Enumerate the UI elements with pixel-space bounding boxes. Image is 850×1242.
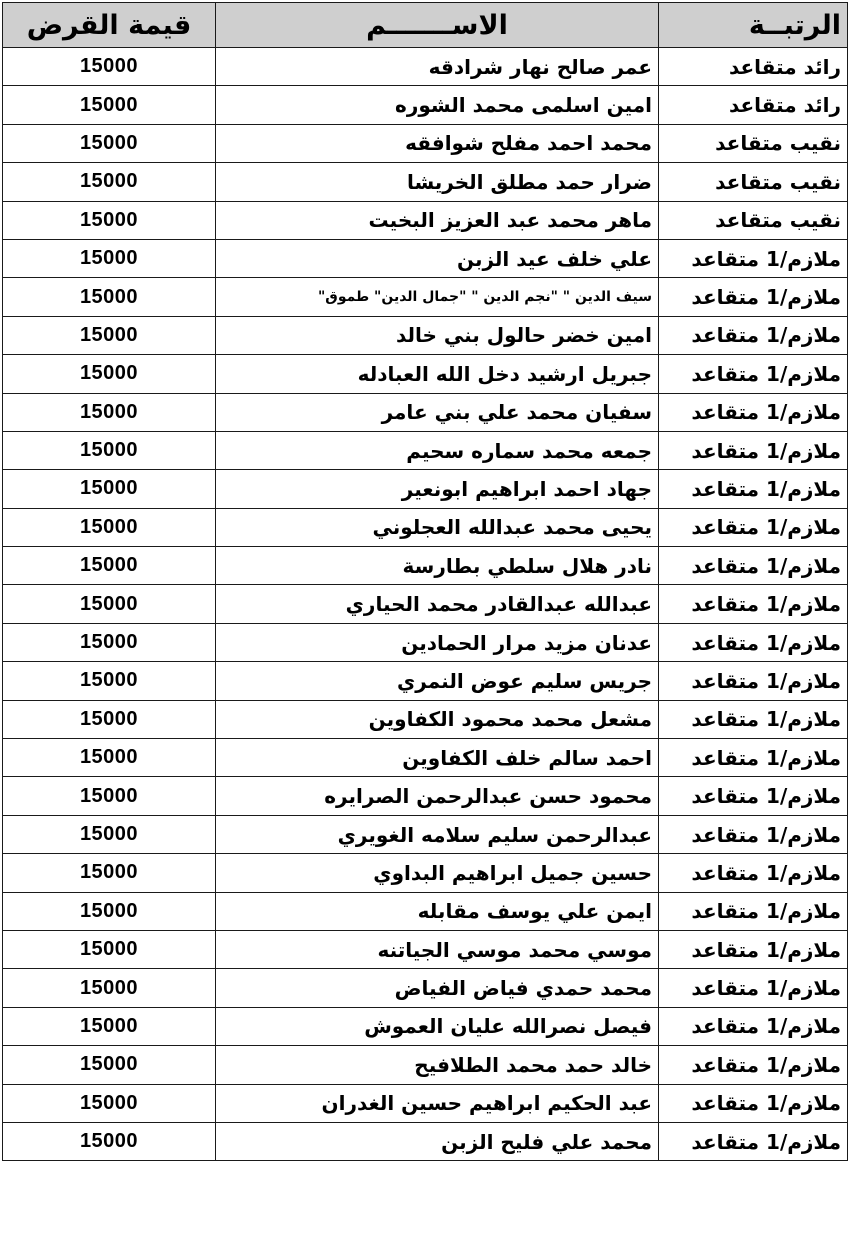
table-row: [3, 777, 848, 815]
table-row: [3, 815, 848, 853]
name-cell: امين خضر حالول بني خالد: [216, 316, 659, 354]
name-cell: عمر صالح نهار شرادقه: [216, 48, 659, 86]
table-row: [3, 662, 848, 700]
rank-cell: ملازم/1 متقاعد: [659, 623, 848, 661]
rank-cell: رائد متقاعد: [659, 48, 848, 86]
table-row: [3, 163, 848, 201]
name-cell: محمد علي فليح الزبن: [216, 1122, 659, 1160]
name-cell: عدنان مزيد مرار الحمادين: [216, 623, 659, 661]
rank-cell: ملازم/1 متقاعد: [659, 930, 848, 968]
name-cell: سفيان محمد علي بني عامر: [216, 393, 659, 431]
table-row: [3, 1007, 848, 1045]
name-cell: حسين جميل ابراهيم البداوي: [216, 854, 659, 892]
amount-cell: 15000: [3, 739, 216, 777]
name-cell: خالد حمد محمد الطلافيح: [216, 1046, 659, 1084]
rank-cell: نقيب متقاعد: [659, 163, 848, 201]
header-name: الاســـــــم: [216, 3, 659, 48]
amount-cell: 15000: [3, 662, 216, 700]
name-cell: جبريل ارشيد دخل الله العبادله: [216, 355, 659, 393]
rank-cell: نقيب متقاعد: [659, 201, 848, 239]
rank-cell: ملازم/1 متقاعد: [659, 547, 848, 585]
name-cell: علي خلف عيد الزبن: [216, 239, 659, 277]
table-row: [3, 278, 848, 316]
table-row: [3, 508, 848, 546]
amount-cell: 15000: [3, 1046, 216, 1084]
table-row: [3, 892, 848, 930]
table-row: [3, 585, 848, 623]
name-cell: موسي محمد موسي الجياتنه: [216, 930, 659, 968]
rank-cell: ملازم/1 متقاعد: [659, 1046, 848, 1084]
table-row: [3, 201, 848, 239]
rank-cell: ملازم/1 متقاعد: [659, 777, 848, 815]
amount-cell: 15000: [3, 623, 216, 661]
name-cell: جهاد احمد ابراهيم ابونعير: [216, 470, 659, 508]
table-row: [3, 393, 848, 431]
amount-cell: 15000: [3, 777, 216, 815]
amount-cell: 15000: [3, 316, 216, 354]
amount-cell: 15000: [3, 393, 216, 431]
table-row: [3, 124, 848, 162]
name-cell: احمد سالم خلف الكفاوين: [216, 739, 659, 777]
amount-cell: 15000: [3, 815, 216, 853]
amount-cell: 15000: [3, 355, 216, 393]
amount-cell: 15000: [3, 700, 216, 738]
table-row: [3, 470, 848, 508]
rank-cell: ملازم/1 متقاعد: [659, 662, 848, 700]
amount-cell: 15000: [3, 86, 216, 124]
amount-cell: 15000: [3, 854, 216, 892]
table-row: [3, 1084, 848, 1122]
table-row: [3, 739, 848, 777]
table-row: [3, 969, 848, 1007]
name-cell: نادر هلال سلطي بطارسة: [216, 547, 659, 585]
amount-cell: 15000: [3, 278, 216, 316]
amount-cell: 15000: [3, 470, 216, 508]
name-cell: عبدالله عبدالقادر محمد الحياري: [216, 585, 659, 623]
name-cell: محمد حمدي فياض الفياض: [216, 969, 659, 1007]
rank-cell: ملازم/1 متقاعد: [659, 892, 848, 930]
amount-cell: 15000: [3, 930, 216, 968]
amount-cell: 15000: [3, 1084, 216, 1122]
table-row: [3, 431, 848, 469]
name-cell: جمعه محمد سماره سحيم: [216, 431, 659, 469]
table-row: [3, 316, 848, 354]
rank-cell: ملازم/1 متقاعد: [659, 355, 848, 393]
table-row: [3, 1122, 848, 1160]
loans-table: [2, 2, 848, 1161]
amount-cell: 15000: [3, 1122, 216, 1160]
table-row: [3, 48, 848, 86]
rank-cell: ملازم/1 متقاعد: [659, 1122, 848, 1160]
name-cell: ضرار حمد مطلق الخريشا: [216, 163, 659, 201]
rank-cell: ملازم/1 متقاعد: [659, 278, 848, 316]
amount-cell: 15000: [3, 431, 216, 469]
name-cell: جريس سليم عوض النمري: [216, 662, 659, 700]
name-cell: سيف الدين " "نجم الدين " "جمال الدين" طموق": [216, 278, 659, 316]
table-row: [3, 1046, 848, 1084]
rank-cell: ملازم/1 متقاعد: [659, 854, 848, 892]
name-cell: يحيى محمد عبدالله العجلوني: [216, 508, 659, 546]
amount-cell: 15000: [3, 48, 216, 86]
name-cell: ماهر محمد عبد العزيز البخيت: [216, 201, 659, 239]
name-cell: عبد الحكيم ابراهيم حسين الغدران: [216, 1084, 659, 1122]
amount-cell: 15000: [3, 124, 216, 162]
table-row: [3, 547, 848, 585]
amount-cell: 15000: [3, 585, 216, 623]
rank-cell: ملازم/1 متقاعد: [659, 700, 848, 738]
table-row: [3, 239, 848, 277]
header-row: [3, 3, 848, 48]
rank-cell: ملازم/1 متقاعد: [659, 431, 848, 469]
rank-cell: ملازم/1 متقاعد: [659, 239, 848, 277]
amount-cell: 15000: [3, 892, 216, 930]
amount-cell: 15000: [3, 1007, 216, 1045]
table-row: [3, 930, 848, 968]
rank-cell: ملازم/1 متقاعد: [659, 969, 848, 1007]
rank-cell: ملازم/1 متقاعد: [659, 316, 848, 354]
table-row: [3, 86, 848, 124]
name-cell: مشعل محمد محمود الكفاوين: [216, 700, 659, 738]
name-cell: فيصل نصرالله عليان العموش: [216, 1007, 659, 1045]
name-cell: امين اسلمى محمد الشوره: [216, 86, 659, 124]
rank-cell: ملازم/1 متقاعد: [659, 470, 848, 508]
rank-cell: ملازم/1 متقاعد: [659, 1007, 848, 1045]
amount-cell: 15000: [3, 239, 216, 277]
rank-cell: رائد متقاعد: [659, 86, 848, 124]
name-cell: ايمن علي يوسف مقابله: [216, 892, 659, 930]
rank-cell: ملازم/1 متقاعد: [659, 739, 848, 777]
header-amount: قيمة القرض: [3, 3, 216, 48]
table-row: [3, 854, 848, 892]
table-row: [3, 623, 848, 661]
table-row: [3, 700, 848, 738]
amount-cell: 15000: [3, 547, 216, 585]
name-cell: عبدالرحمن سليم سلامه الغويري: [216, 815, 659, 853]
amount-cell: 15000: [3, 969, 216, 1007]
name-cell: محمد احمد مفلح شوافقه: [216, 124, 659, 162]
rank-cell: ملازم/1 متقاعد: [659, 508, 848, 546]
name-cell: محمود حسن عبدالرحمن الصرايره: [216, 777, 659, 815]
rank-cell: ملازم/1 متقاعد: [659, 815, 848, 853]
rank-cell: نقيب متقاعد: [659, 124, 848, 162]
table-row: [3, 355, 848, 393]
rank-cell: ملازم/1 متقاعد: [659, 585, 848, 623]
rank-cell: ملازم/1 متقاعد: [659, 1084, 848, 1122]
amount-cell: 15000: [3, 508, 216, 546]
amount-cell: 15000: [3, 201, 216, 239]
amount-cell: 15000: [3, 163, 216, 201]
rank-cell: ملازم/1 متقاعد: [659, 393, 848, 431]
header-rank: الرتبــة: [659, 3, 848, 48]
